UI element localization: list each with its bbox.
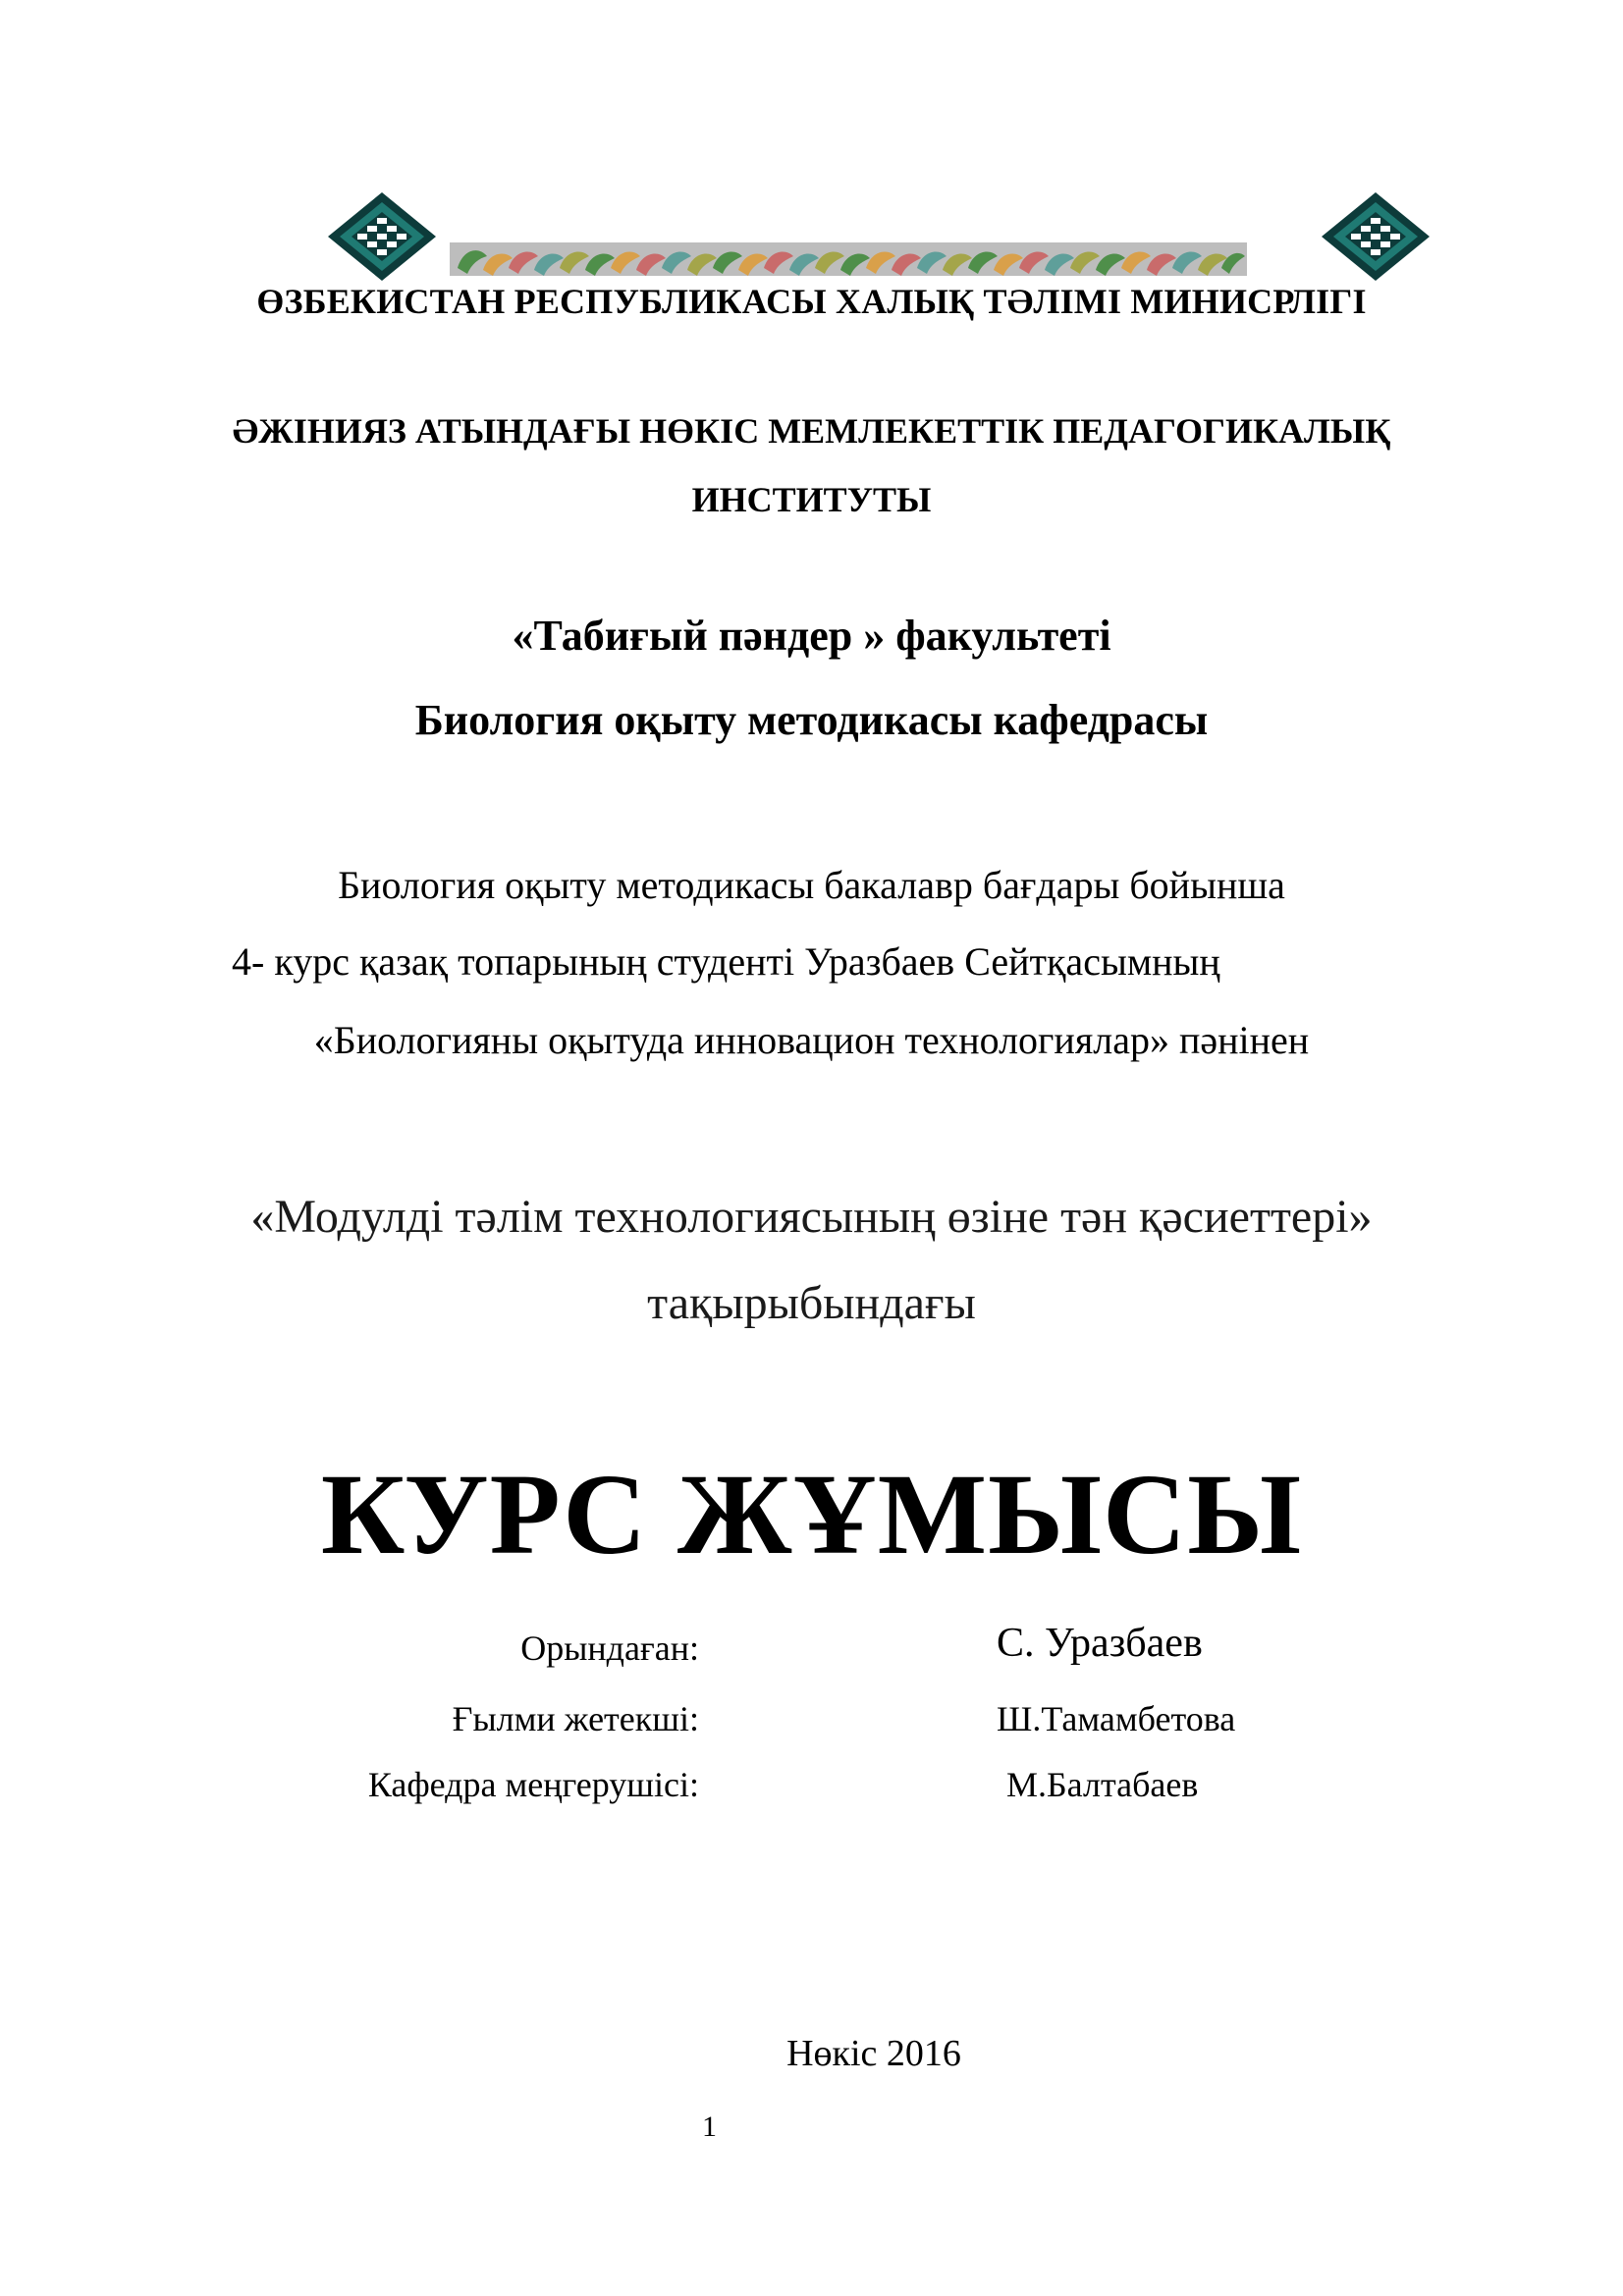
institute-heading-line1: ӘЖІНИЯЗ АТЫНДАҒЫ НӨКІС МЕМЛЕКЕТТІК ПЕДАГОГИКАЛЫҚ — [232, 411, 1391, 451]
decorative-leaf-band-icon — [450, 239, 1247, 280]
page-number: 1 — [702, 2110, 717, 2143]
department-heading: Биология оқыту методикасы кафедрасы — [414, 696, 1209, 744]
ministry-heading: ӨЗБЕКИСТАН РЕСПУБЛИКАСЫ ХАЛЫҚ ТӘЛІМІ МИНИСРЛІГІ — [256, 282, 1367, 321]
department-head-name: М.Балтабаев — [1006, 1765, 1199, 1804]
supervisor-label: Ғылми жетекші: — [452, 1699, 699, 1738]
left-diamond-ornament-icon — [328, 192, 436, 281]
document-title: КУРС ЖҰМЫСЫ — [320, 1450, 1303, 1578]
institute-heading-line2: ИНСТИТУТЫ — [691, 480, 932, 519]
info-line-student: 4- курс қазақ топарының студенті Уразбаев Сейтқасымның — [232, 939, 1220, 984]
faculty-heading: «Табиғый пәндер » факультеті — [512, 612, 1111, 660]
performer-name: С. Уразбаев — [997, 1621, 1203, 1666]
right-diamond-ornament-icon — [1322, 192, 1430, 281]
info-line-program: Биология оқыту методикасы бакалавр бағдары бойынша — [338, 863, 1285, 907]
performer-label: Орындаған: — [520, 1629, 699, 1668]
supervisor-name: Ш.Тамамбетова — [997, 1699, 1236, 1738]
info-line-subject: «Биологияны оқытуда инновацион технологиялар» пәнінен — [313, 1018, 1310, 1062]
city-year: Нөкіс 2016 — [786, 2033, 961, 2074]
topic-line2: тақырыбындағы — [647, 1277, 976, 1329]
department-head-label: Кафедра меңгерушісі: — [367, 1765, 699, 1804]
topic-line1: «Модулді тәлім технологиясының өзіне тән қәсиеттері» — [250, 1191, 1373, 1243]
